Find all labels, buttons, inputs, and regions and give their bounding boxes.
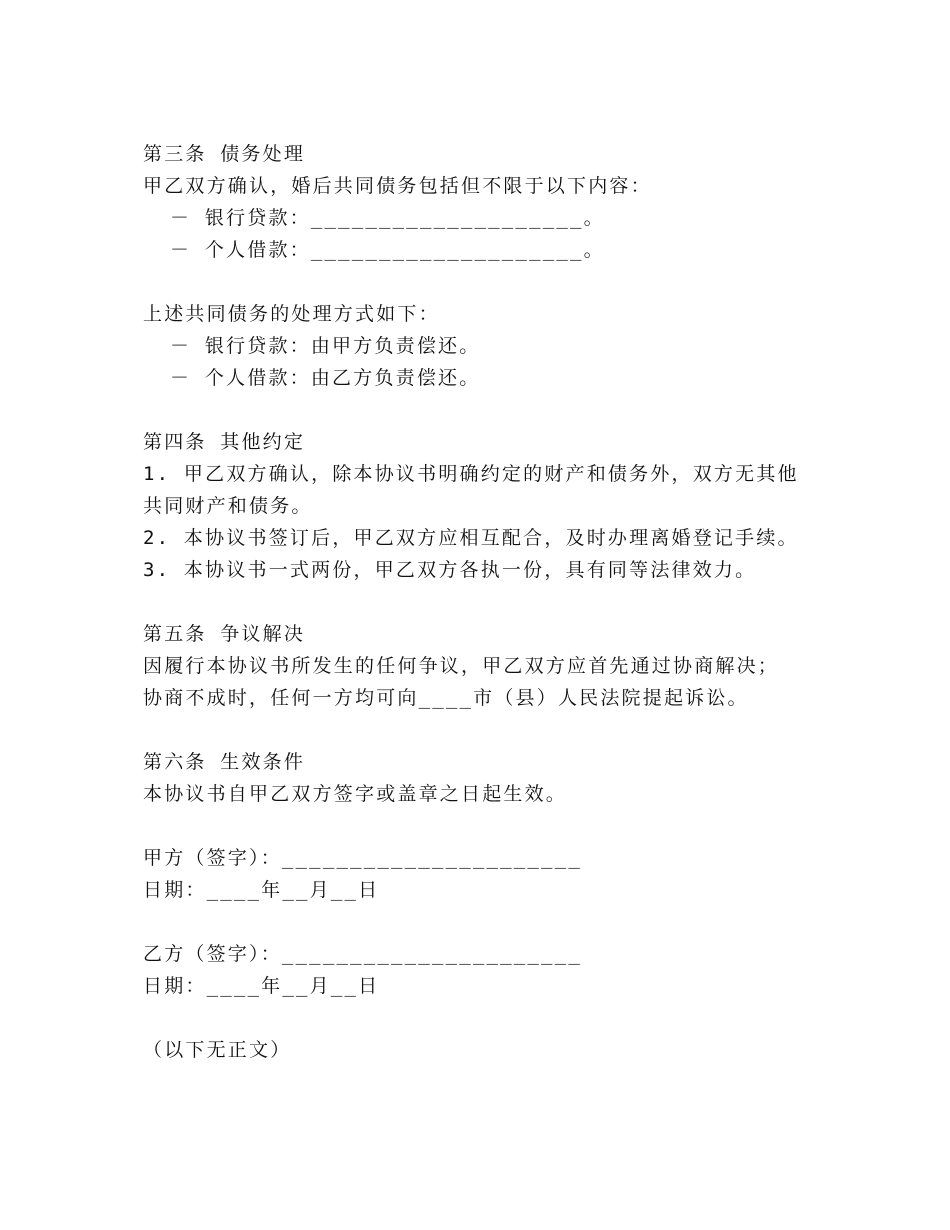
party-a-date-line: 日期：____年__月__日 [143, 879, 380, 901]
handling-item-personal-loan: － 个人借款：由乙方负责偿还。 [170, 367, 481, 389]
article-6-text: 本协议书自甲乙双方签字或盖章之日起生效。 [143, 783, 568, 805]
article-3-intro: 甲乙双方确认，婚后共同债务包括但不限于以下内容： [143, 175, 652, 197]
article-5-heading: 第五条 争议解决 [143, 623, 306, 645]
article-5-line-1: 因履行本协议书所发生的任何争议，甲乙双方应首先通过协商解决； [143, 655, 780, 677]
handling-item-bank-loan: － 银行贷款：由甲方负责偿还。 [170, 335, 481, 357]
debt-item-personal-loan: － 个人借款：____________________。 [170, 239, 605, 261]
article-5-line-2: 协商不成时，任何一方均可向____市（县）人民法院提起诉讼。 [143, 687, 749, 709]
article-6-heading: 第六条 生效条件 [143, 751, 306, 773]
article-3-heading: 第三条 债务处理 [143, 143, 306, 165]
article-4-item-2: 2. 本协议书签订后，甲乙双方应相互配合，及时办理离婚登记手续。 [143, 527, 799, 549]
debt-item-bank-loan: － 银行贷款：____________________。 [170, 207, 605, 229]
article-4-item-1: 1. 甲乙双方确认，除本协议书明确约定的财产和债务外，双方无其他 [143, 463, 799, 485]
party-b-date-line: 日期：____年__月__日 [143, 975, 380, 997]
article-4-item-1-continued: 共同财产和债务。 [143, 495, 313, 517]
document-ending-note: （以下无正文） [143, 1039, 292, 1061]
article-4-heading: 第四条 其他约定 [143, 431, 306, 453]
article-4-item-3: 3. 本协议书一式两份，甲乙双方各执一份，具有同等法律效力。 [143, 559, 757, 581]
party-a-signature-line: 甲方（签字）：______________________ [143, 847, 582, 869]
party-b-signature-line: 乙方（签字）：______________________ [143, 943, 582, 965]
debt-handling-intro: 上述共同债务的处理方式如下： [143, 303, 440, 325]
